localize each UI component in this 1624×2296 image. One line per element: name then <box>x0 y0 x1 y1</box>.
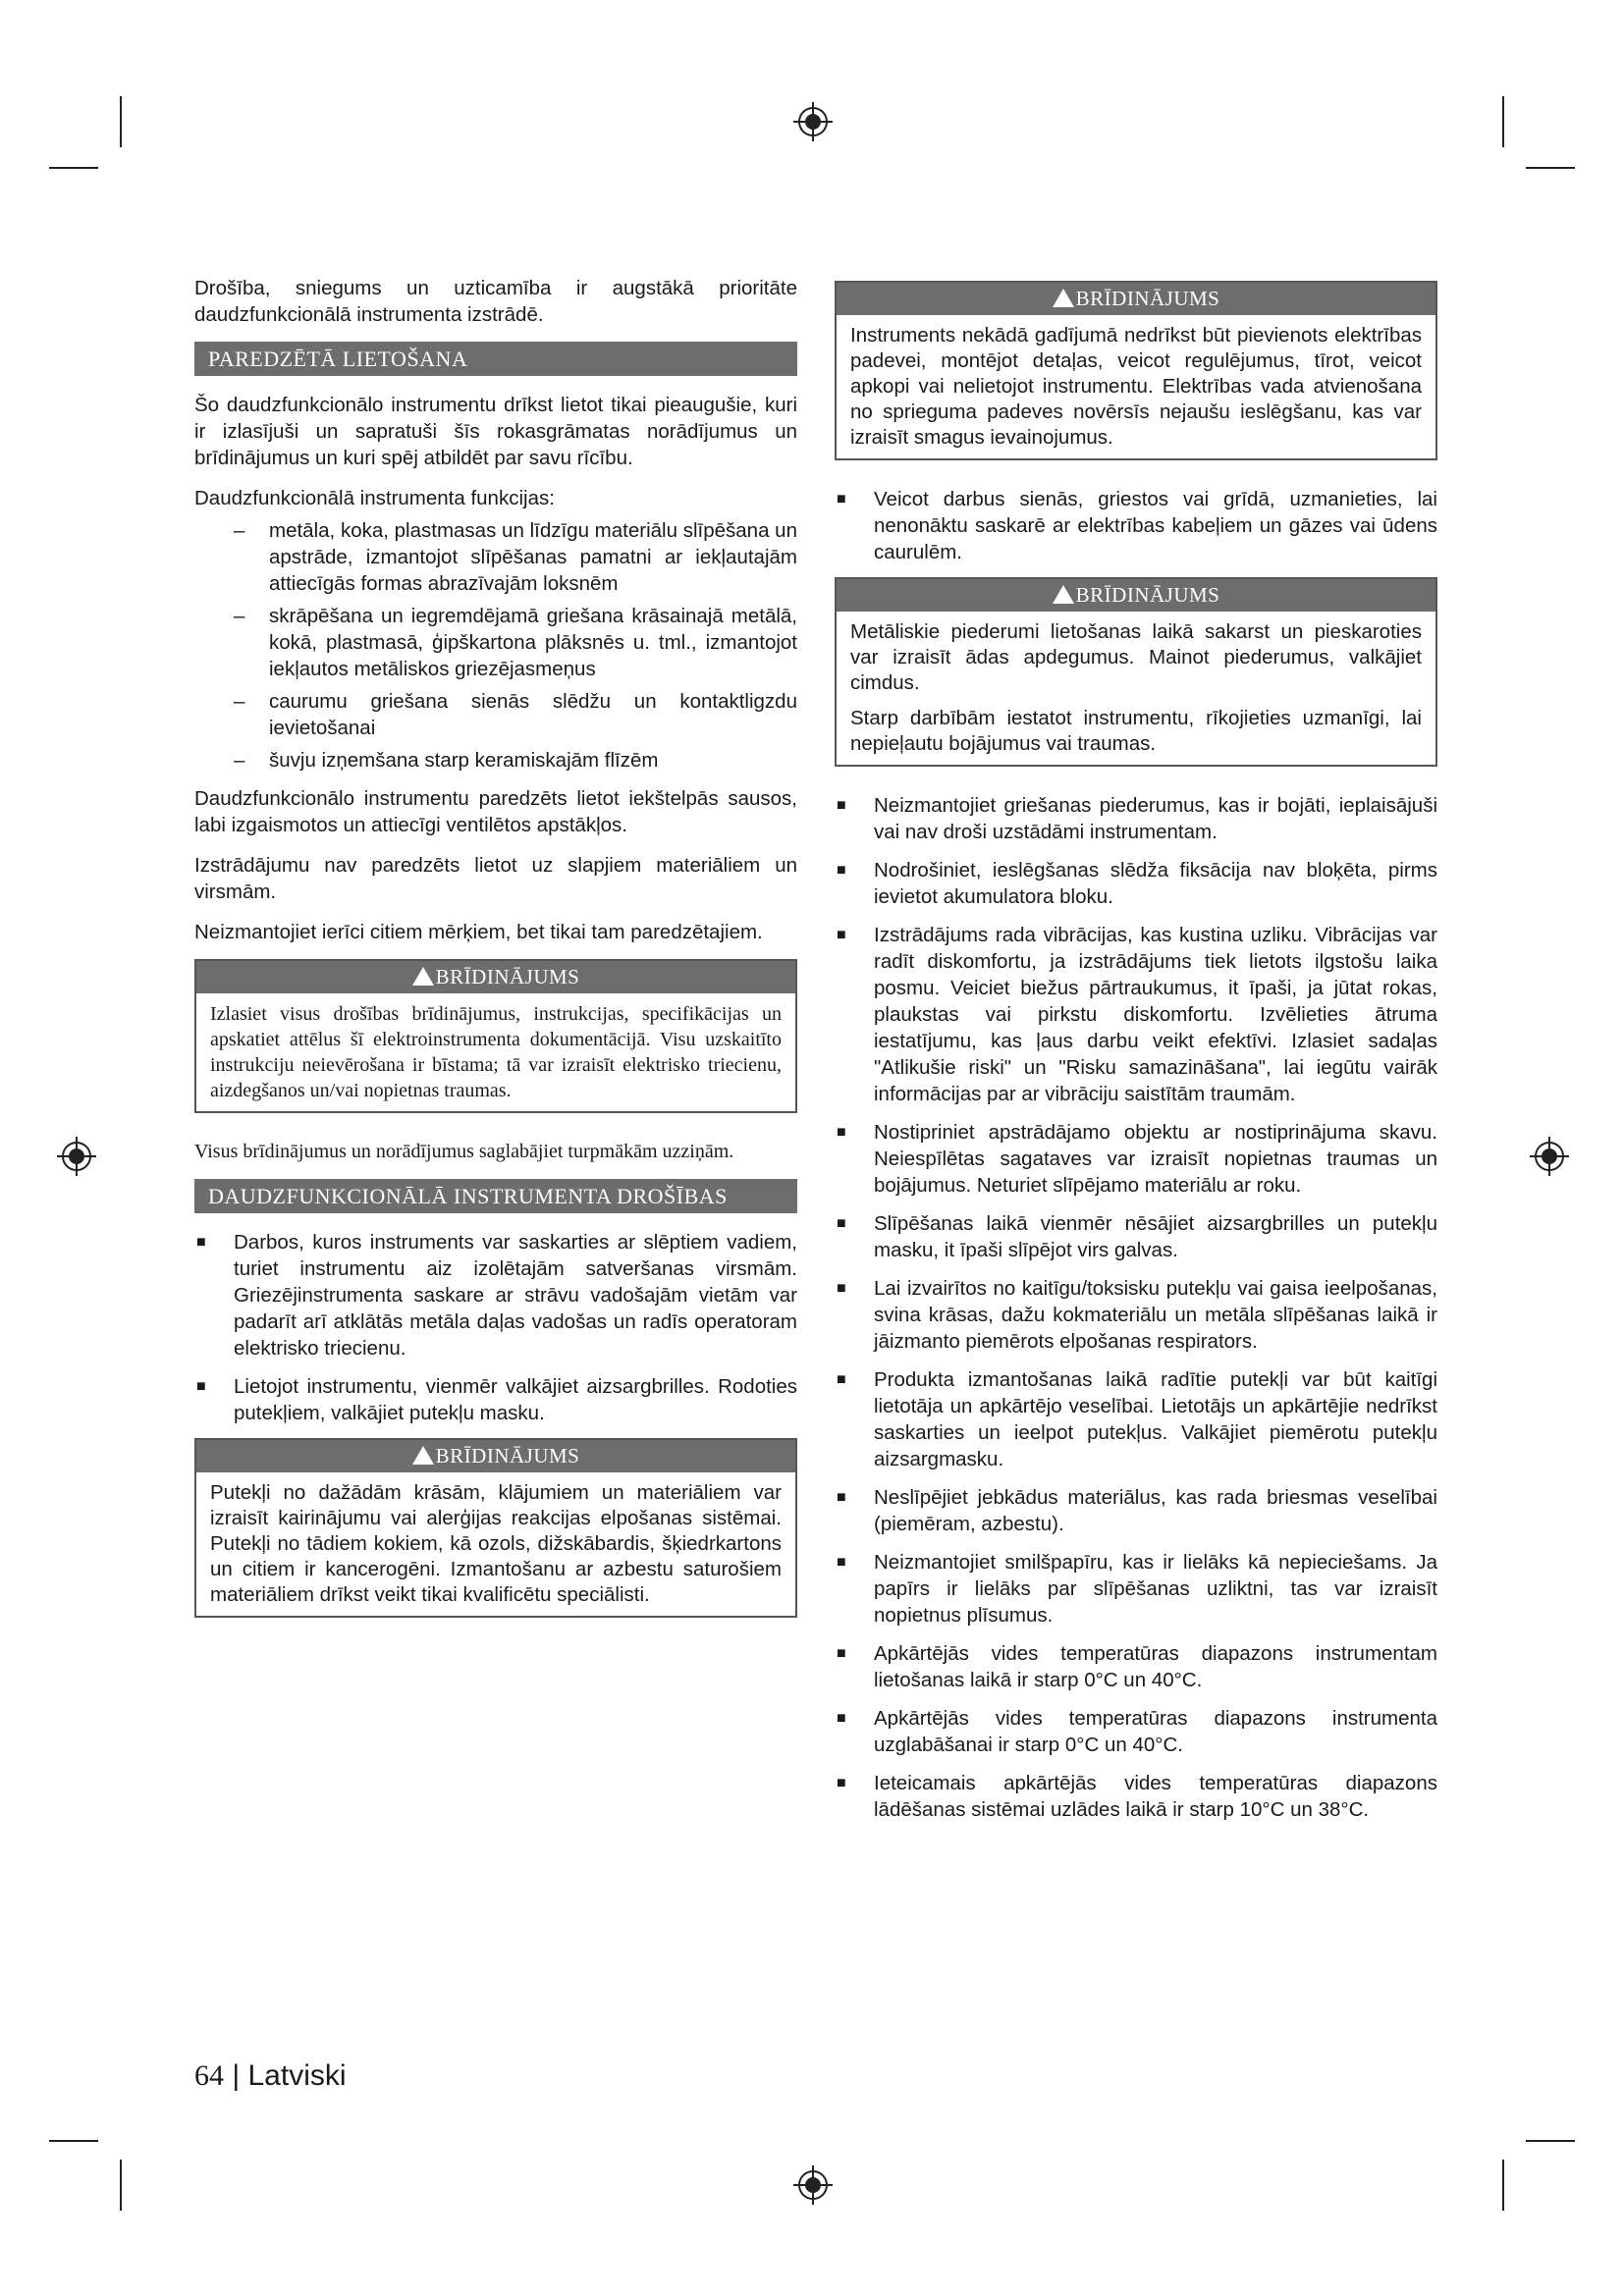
warning-triangle-icon <box>412 1446 434 1465</box>
square-bullet-icon: ■ <box>837 1554 846 1571</box>
crop-mark <box>49 2140 98 2142</box>
list-item: ■ Apkārtējās vides temperatūras diapazons instrumentam lietošanas laikā ir starp 0°C un 40°C. <box>837 1642 1437 1691</box>
square-bullet-icon: ■ <box>837 1775 846 1791</box>
list-item: ■ Izstrādājums rada vibrācijas, kas kustina uzliku. Vibrācijas var radīt diskomfortu, ja izstrādājums tiek lietots ilgstošu laika posmu. Veiciet biežus pārtraukumus, it īpaši, ja jūtat rokas, plaukstas vai pirkstu diskomfortu. Izvēlieties ātruma iestatījumu, kas ļaus darbu veikt efektīvi. Izlasiet sadaļas "Atlikušie riski" un "Risku samazināšana", lai iegūtu vairāk informācijas par ar vibrāciju saistītām traumām. <box>837 924 1437 1105</box>
right-column <box>835 281 1437 1835</box>
list-item: ■ Neizmantojiet smilšpapīru, kas ir lielāks kā nepieciešams. Ja papīrs ir lielāks par slīpēšanas uzliktni, tas var izraisīt nopietnus plīsumus. <box>837 1551 1437 1627</box>
list-item: ■ Lai izvairītos no kaitīgu/toksisku putekļu vai gaisa ieelpošanas, svina krāsas, dažu kokmateriālu un metāla slīpēšanas laikā ir jāizmanto piemērots elpošanas respirators. <box>837 1277 1437 1353</box>
square-bullet-icon: ■ <box>196 1378 206 1395</box>
list-item: – šuvju izņemšana starp keramiskajām flīzēm <box>234 749 659 772</box>
square-bullet-icon: ■ <box>837 1280 846 1297</box>
square-bullet-icon: ■ <box>837 1489 846 1506</box>
list-item: ■ Lietojot instrumentu, vienmēr valkājiet aizsargbrilles. Rodoties putekļiem, valkājiet putekļu masku. <box>196 1375 797 1424</box>
square-bullet-icon: ■ <box>837 1124 846 1141</box>
list-item: ■ Neizmantojiet griešanas piederumus, kas ir bojāti, ieplaisājuši vai nav droši uzstādāmi instrumentam. <box>837 794 1437 843</box>
list-item: – metāla, koka, plastmasas un līdzīgu materiālu slīpēšana un apstrāde, izmantojot slīpēšanas pamatni ar iekļautajām attiecīgās formas abrazīvajām loksnēm <box>234 519 797 595</box>
warning-triangle-icon <box>1053 585 1074 604</box>
page-footer <box>194 2059 347 2093</box>
registration-mark-icon <box>793 102 833 141</box>
intro-paragraph: Drošība, sniegums un uzticamība ir augstākā prioritāte daudzfunkcionālā instrumenta izstrādē. <box>194 277 797 326</box>
section-heading-intended-use: PAREDZĒTĀ LIETOŠANA <box>194 342 797 376</box>
warning-box <box>835 577 1437 767</box>
crop-mark <box>120 96 122 147</box>
safety-rules-list <box>835 792 1437 1823</box>
square-bullet-icon: ■ <box>196 1234 206 1251</box>
square-bullet-icon: ■ <box>837 491 846 507</box>
square-bullet-icon: ■ <box>837 797 846 814</box>
warning-text: Metāliskie piederumi lietošanas laikā sakarst un pieskaroties var izraisīt ādas apdegumus. Mainot piederumus, valkājiet cimdus. <box>850 620 1422 694</box>
square-bullet-icon: ■ <box>837 1710 846 1727</box>
square-bullet-icon: ■ <box>837 1371 846 1388</box>
square-bullet-icon: ■ <box>837 862 846 879</box>
list-item: ■ Produkta izmantošanas laikā radītie putekļi var būt kaitīgi lietotāja un apkārtējo veselībai. Lietotājs un apkārtējie nedrīkst saskarties un ieelpot putekļus. Valkājiet piemērotu putekļu aizsargmasku. <box>837 1368 1437 1470</box>
registration-mark-icon <box>793 2165 833 2205</box>
walls-list <box>835 486 1437 565</box>
crop-mark <box>49 167 98 169</box>
list-item: ■ Apkārtējās vides temperatūras diapazons instrumenta uzglabāšanai ir starp 0°C un 40°C. <box>837 1707 1437 1756</box>
functions-list <box>194 517 797 774</box>
square-bullet-icon: ■ <box>837 1215 846 1232</box>
crop-mark <box>1502 2160 1504 2211</box>
footer-language: Latviski <box>247 2059 347 2092</box>
warning-triangle-icon <box>412 967 434 986</box>
keep-instructions-paragraph: Visus brīdinājumus un norādījumus saglabājiet turpmākām uzziņām. <box>194 1141 734 1162</box>
warning-box <box>194 1438 797 1618</box>
safety-list <box>194 1229 797 1426</box>
list-item: ■ Veicot darbus sienās, griestos vai grīdā, uzmanieties, lai nenonāktu saskarē ar elektrības kabeļiem un gāzes vai ūdens caurulēm. <box>837 488 1437 563</box>
page-number: 64 <box>194 2059 224 2092</box>
warning-header: BRĪDINĀJUMS <box>196 961 795 993</box>
warning-header: BRĪDINĀJUMS <box>837 579 1435 612</box>
section-heading-safety: DAUDZFUNKCIONĀLĀ INSTRUMENTA DROŠĪBAS <box>194 1179 797 1213</box>
crop-mark <box>1502 96 1504 147</box>
indoor-paragraph: Daudzfunkcionālo instrumentu paredzēts lietot iekštelpās sausos, labi izgaismotos un attiecīgi ventilētos apstākļos. <box>194 787 797 836</box>
warning-text: Putekļi no dažādām krāsām, klājumiem un materiāliem var izraisīt kairinājumu vai alerģijas reakcijas elpošanas sistēmai. Putekļi no tādiem kokiem, kā ozols, dižskābardis, šķiedrkartons un citiem ir kancerogēni. Izmantošanu ar azbestu saturošiem materiāliem drīkst veikt tikai kvalificētu speciālisti. <box>210 1481 782 1606</box>
warning-text: Instruments nekādā gadījumā nedrīkst būt pievienots elektrības padevei, montējot detaļas, veicot regulējumus, tīrot, veicot apkopi vai nelietojot instrumentu. Elektrības vada atvienošana no sprieguma padeves novērsīs nejaušu ieslēgšanu, kas var izraisīt smagus ievainojumus. <box>850 324 1422 449</box>
square-bullet-icon: ■ <box>837 927 846 943</box>
crop-mark <box>1526 2140 1575 2142</box>
registration-mark-icon <box>57 1137 96 1176</box>
crop-mark <box>120 2160 122 2211</box>
list-item: ■ Nodrošiniet, ieslēgšanas slēdža fiksācija nav bloķēta, pirms ievietot akumulatora bloku. <box>837 859 1437 908</box>
list-item: ■ Nostipriniet apstrādājamo objektu ar nostiprinājuma skavu. Neiespīlētas sagataves var izraisīt nopietnas traumas un bojājumus. Neturiet slīpējamo materiālu ar roku. <box>837 1121 1437 1197</box>
purpose-paragraph: Neizmantojiet ierīci citiem mērķiem, bet tikai tam paredzētajiem. <box>194 921 763 943</box>
wet-paragraph: Izstrādājumu nav paredzēts lietot uz slapjiem materiāliem un virsmām. <box>194 854 797 903</box>
warning-triangle-icon <box>1053 289 1074 307</box>
list-item: – skrāpēšana un iegremdējamā griešana krāsainajā metālā, kokā, plastmasā, ģipškartona plāksnēs u. tml., izmantojot iekļautos metāliskos griezējasmeņus <box>234 605 797 680</box>
list-item: – caurumu griešana sienās slēdžu un kontaktligzdu ievietošanai <box>234 690 797 739</box>
list-item: ■ Neslīpējiet jebkādus materiālus, kas rada briesmas veselībai (piemēram, azbestu). <box>837 1486 1437 1535</box>
functions-intro: Daudzfunkcionālā instrumenta funkcijas: <box>194 487 555 509</box>
warning-box <box>194 959 797 1113</box>
intended-use-paragraph: Šo daudzfunkcionālo instrumentu drīkst lietot tikai pieaugušie, kuri ir izlasījuši un sapratuši šīs rokasgrāmatas norādījumus un brīdinājumus un kuri spēj atbildēt par savu rīcību. <box>194 394 797 469</box>
warning-header: BRĪDINĀJUMS <box>837 283 1435 315</box>
warning-text: Starp darbībām iestatot instrumentu, rīkojieties uzmanīgi, lai nepieļautu bojājumus vai traumas. <box>850 707 1422 755</box>
left-column <box>194 275 797 1643</box>
warning-header: BRĪDINĀJUMS <box>196 1440 795 1472</box>
list-item: ■ Ieteicamais apkārtējās vides temperatūras diapazons lādēšanas sistēmai uzlādes laikā ir starp 10°C un 38°C. <box>837 1772 1437 1821</box>
crop-mark <box>1526 167 1575 169</box>
list-item: ■ Slīpēšanas laikā vienmēr nēsājiet aizsargbrilles un putekļu masku, it īpaši slīpējot virs galvas. <box>837 1212 1437 1261</box>
warning-text: Izlasiet visus drošības brīdinājumus, instrukcijas, specifikācijas un apskatiet attēlus šī elektroinstrumenta dokumentācijā. Visu uzskaitīto instrukciju neievērošana ir bīstama; tā var izraisīt elektrisko triecienu, aizdegšanos un/vai nopietnas traumas. <box>210 1003 782 1101</box>
footer-separator: | <box>232 2059 241 2092</box>
square-bullet-icon: ■ <box>837 1645 846 1662</box>
registration-mark-icon <box>1530 1137 1569 1176</box>
warning-box <box>835 281 1437 460</box>
list-item: ■ Darbos, kuros instruments var saskarties ar slēptiem vadiem, turiet instrumentu aiz izolētajām satveršanas virsmām. Griezējinstrumenta saskare ar strāvu vadošajām vietām var padarīt arī atklātās metāla daļas vadošas un radīs operatoram elektrisko triecienu. <box>196 1231 797 1360</box>
